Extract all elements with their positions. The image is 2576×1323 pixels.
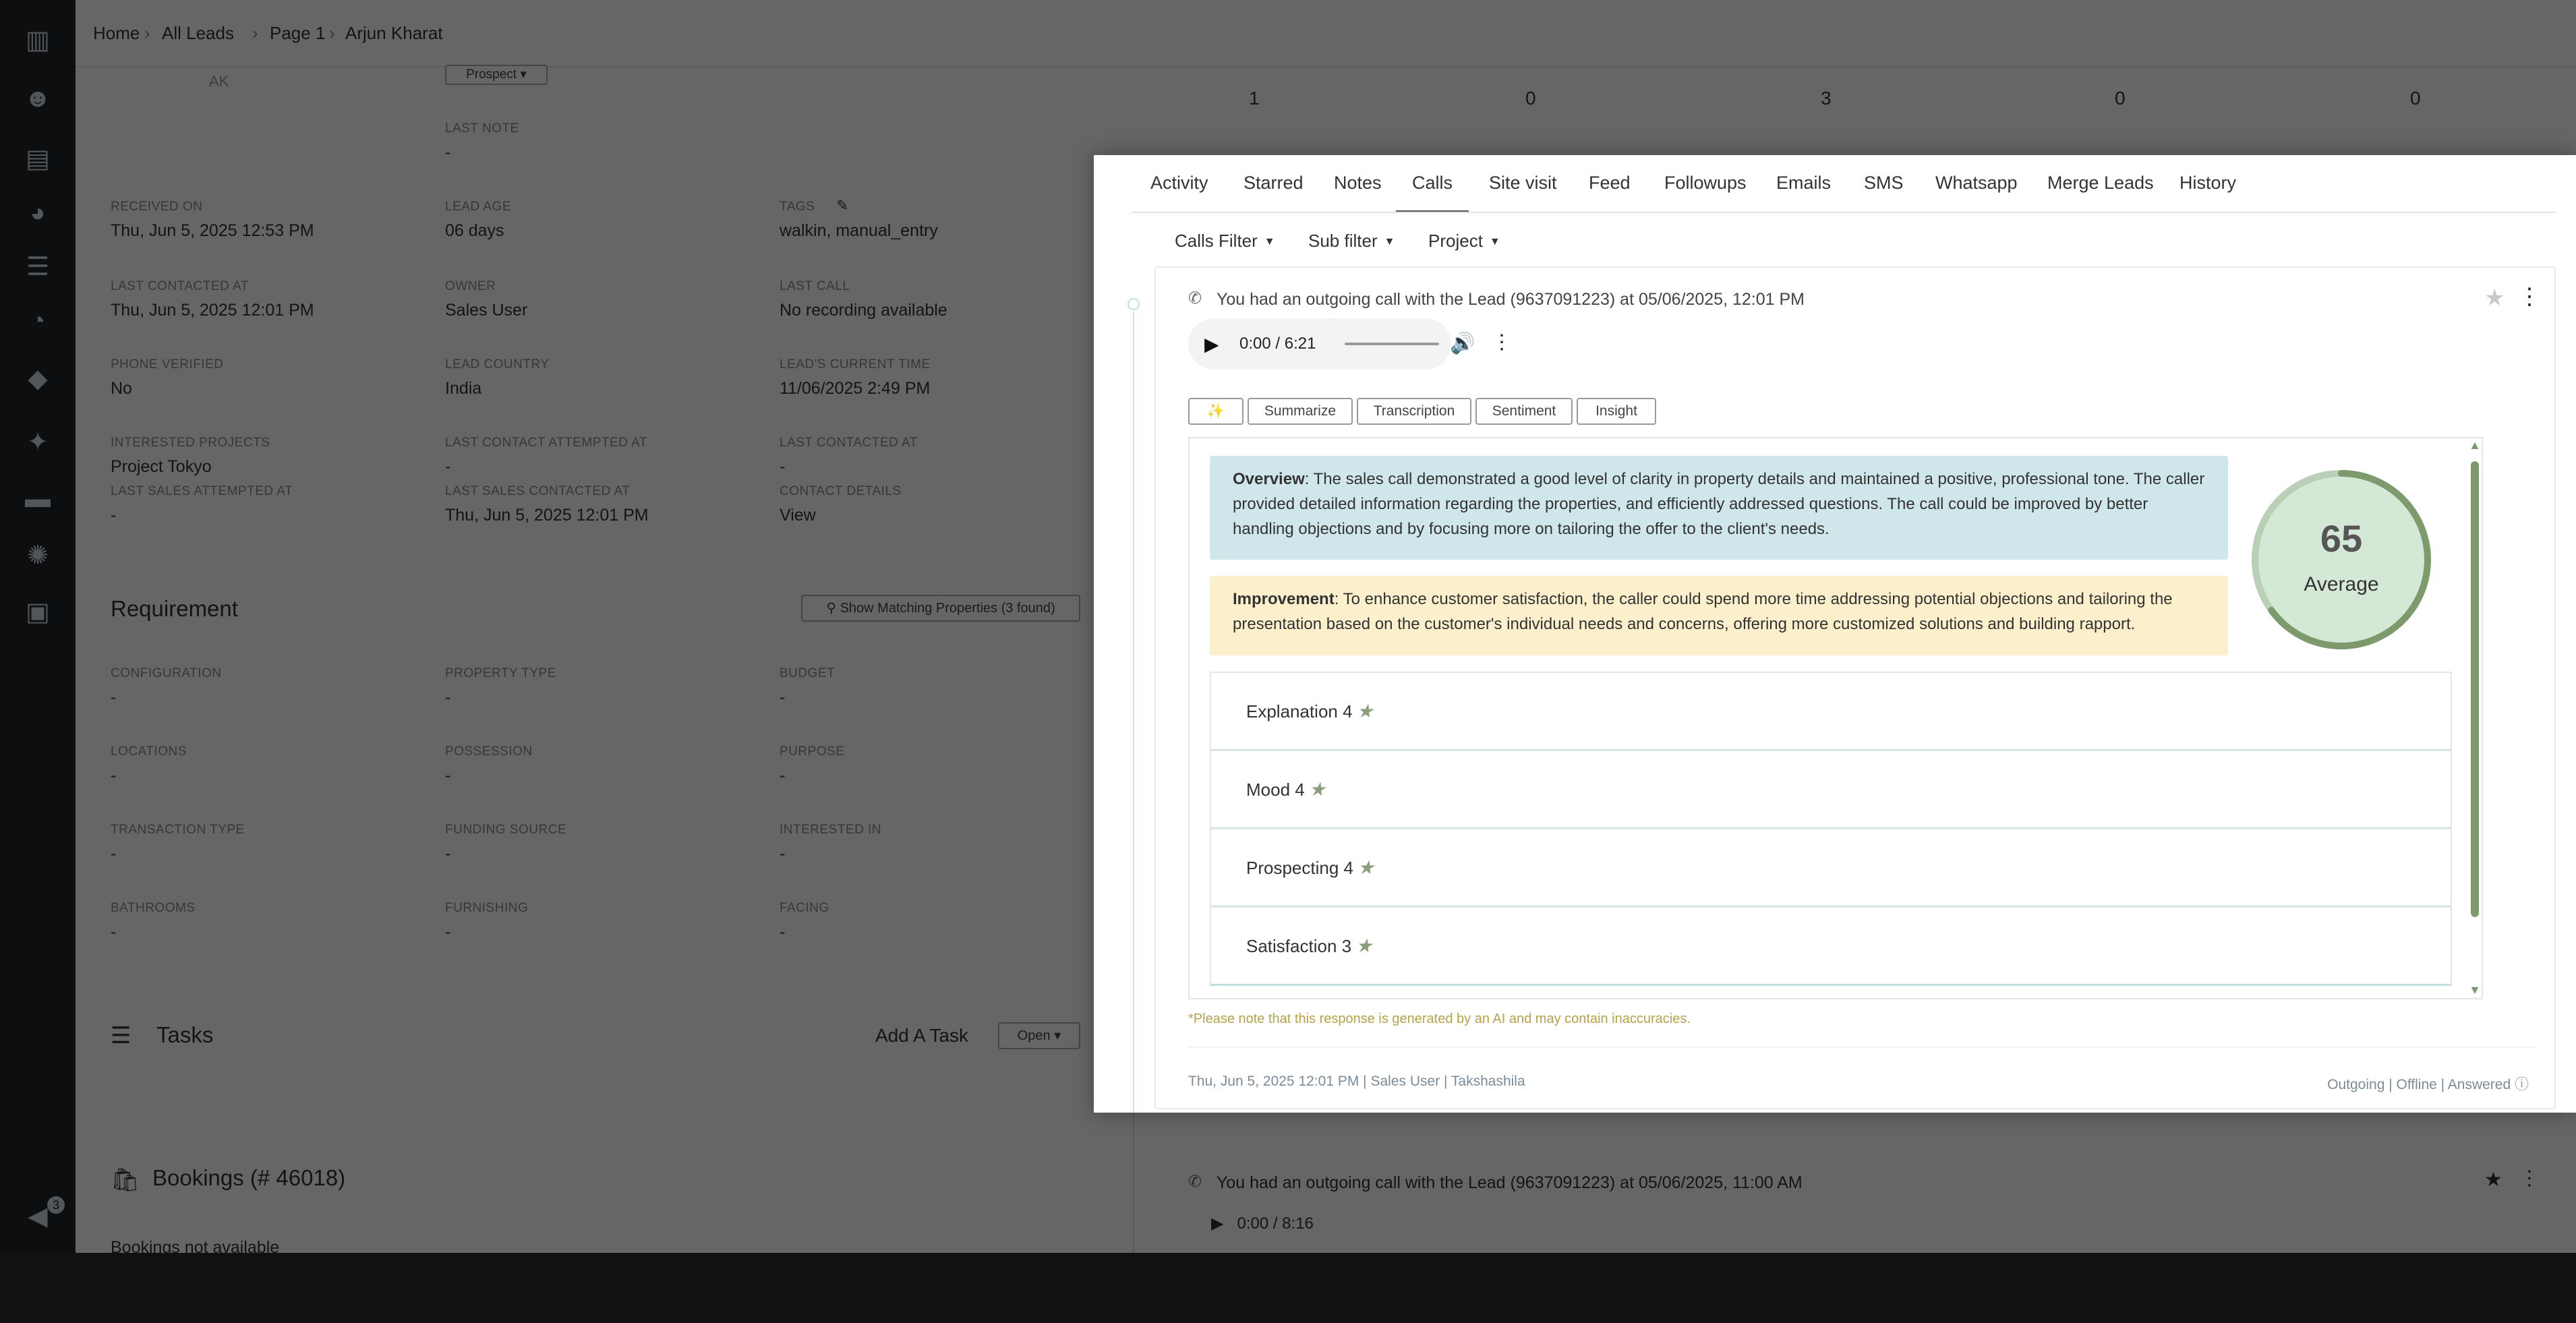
tab-starred[interactable]: Starred (1243, 173, 1304, 193)
metric-name: Satisfaction (1246, 936, 1337, 956)
star-icon: ★ (1308, 779, 1326, 800)
metric-score: 3 (1341, 936, 1352, 956)
tab-notes[interactable]: Notes (1334, 173, 1382, 193)
summarize-button[interactable]: Summarize (1248, 398, 1353, 425)
score-label: Average (2304, 573, 2379, 595)
scroll-down-arrow[interactable]: ▼ (2469, 983, 2481, 997)
transcription-button[interactable]: Transcription (1357, 398, 1471, 425)
project-filter-dropdown[interactable] (1428, 231, 1500, 252)
tab-feed[interactable]: Feed (1589, 173, 1631, 193)
sub-filter-label: Sub filter (1308, 231, 1378, 251)
timeline-line (1133, 312, 1134, 1113)
ai-sparkle-button[interactable]: ✨ (1188, 398, 1243, 425)
metric-label (1246, 935, 1372, 957)
footer-divider (1188, 1047, 2536, 1048)
star-icon: ★ (1355, 935, 1373, 956)
audio-player[interactable] (1188, 318, 1512, 370)
metric-score: 4 (1295, 780, 1305, 800)
info-icon[interactable]: ⓘ (2515, 1077, 2529, 1092)
metric-label (1246, 856, 1374, 879)
tab-history[interactable]: History (2179, 173, 2237, 193)
call-status-text: Outgoing | Offline | Answered (2327, 1077, 2511, 1092)
metric-row[interactable] (1210, 906, 2452, 986)
call-meta: Thu, Jun 5, 2025 12:01 PM | Sales User | Takshashila (1188, 1074, 1525, 1089)
metric-row[interactable] (1210, 750, 2452, 829)
caret-down-icon: ▼ (1264, 236, 1275, 248)
score-value: 65 (2320, 517, 2363, 560)
overview-text: : The sales call demonstrated a good level of clarity in property details and maintained a positive, professional tone. The caller provided detailed information regarding the properties, and efficiently addressed questions. The call could be improved by better handling objections and by focusing more on tailoring the offer to the client's needs. (1233, 470, 2205, 538)
call-heading: You had an outgoing call with the Lead (9637091223) at 05/06/2025, 12:01 PM (1217, 290, 1805, 309)
timeline-node (1128, 298, 1140, 310)
star-icon: ★ (1357, 857, 1375, 878)
play-icon[interactable]: ▶ (1204, 334, 1219, 355)
scrollbar-thumb[interactable] (2471, 461, 2479, 917)
overview-label: Overview (1233, 470, 1305, 488)
insight-button[interactable]: Insight (1577, 398, 1656, 425)
metric-score: 4 (1343, 858, 1354, 878)
metric-row[interactable] (1210, 828, 2452, 908)
metric-row[interactable] (1210, 672, 2452, 751)
caret-down-icon: ▼ (1384, 236, 1395, 248)
phone-icon: ✆ (1188, 289, 1202, 307)
overview-box (1210, 456, 2228, 560)
call-status (2327, 1074, 2529, 1094)
metric-score: 4 (1343, 701, 1353, 722)
metric-name: Mood (1246, 780, 1291, 800)
metric-name: Prospecting (1246, 858, 1339, 878)
star-icon[interactable]: ★ (2484, 285, 2505, 311)
tab-whatsapp[interactable]: Whatsapp (1935, 173, 2018, 193)
lead-activity-modal (1094, 155, 2576, 1113)
scroll-up-arrow[interactable]: ▲ (2469, 438, 2481, 452)
metric-label (1246, 778, 1326, 800)
audio-time: 0:00 / 6:21 (1239, 334, 1316, 353)
more-options-icon[interactable]: ⋮ (2518, 284, 2541, 310)
improvement-text: : To enhance customer satisfaction, the caller could spend more time addressing potential objections and tailoring the presentation based on the customer's individual needs and concerns, offering more customized solutions and building rapport. (1233, 590, 2173, 633)
metric-name: Explanation (1246, 701, 1338, 722)
sentiment-button[interactable]: Sentiment (1475, 398, 1573, 425)
tab-merge-leads[interactable]: Merge Leads (2047, 173, 2154, 193)
caret-down-icon: ▼ (1489, 236, 1500, 248)
ai-disclaimer: *Please note that this response is generated by an AI and may contain inaccuracies. (1188, 1011, 1691, 1026)
calls-filter-dropdown[interactable] (1175, 231, 1275, 252)
ai-summary-panel (1188, 437, 2483, 999)
star-icon: ★ (1356, 701, 1374, 722)
calls-filter-label: Calls Filter (1175, 231, 1258, 251)
improvement-box (1210, 576, 2228, 655)
tab-followups[interactable]: Followups (1664, 173, 1747, 193)
audio-seek-bar[interactable] (1345, 343, 1439, 345)
project-filter-label: Project (1428, 231, 1483, 251)
improvement-label: Improvement (1233, 590, 1335, 608)
sub-filter-dropdown[interactable] (1308, 231, 1395, 252)
metric-label (1246, 700, 1374, 722)
tab-site-visit[interactable]: Site visit (1489, 173, 1557, 193)
tab-sms[interactable]: SMS (1864, 173, 1904, 193)
player-more-icon[interactable]: ⋮ (1492, 331, 1512, 353)
tab-activity[interactable]: Activity (1150, 173, 1208, 193)
tab-calls[interactable]: Calls (1396, 173, 1469, 213)
volume-icon[interactable]: 🔊 (1450, 332, 1475, 355)
tab-divider (1132, 212, 2556, 213)
tab-emails[interactable]: Emails (1776, 173, 1832, 193)
